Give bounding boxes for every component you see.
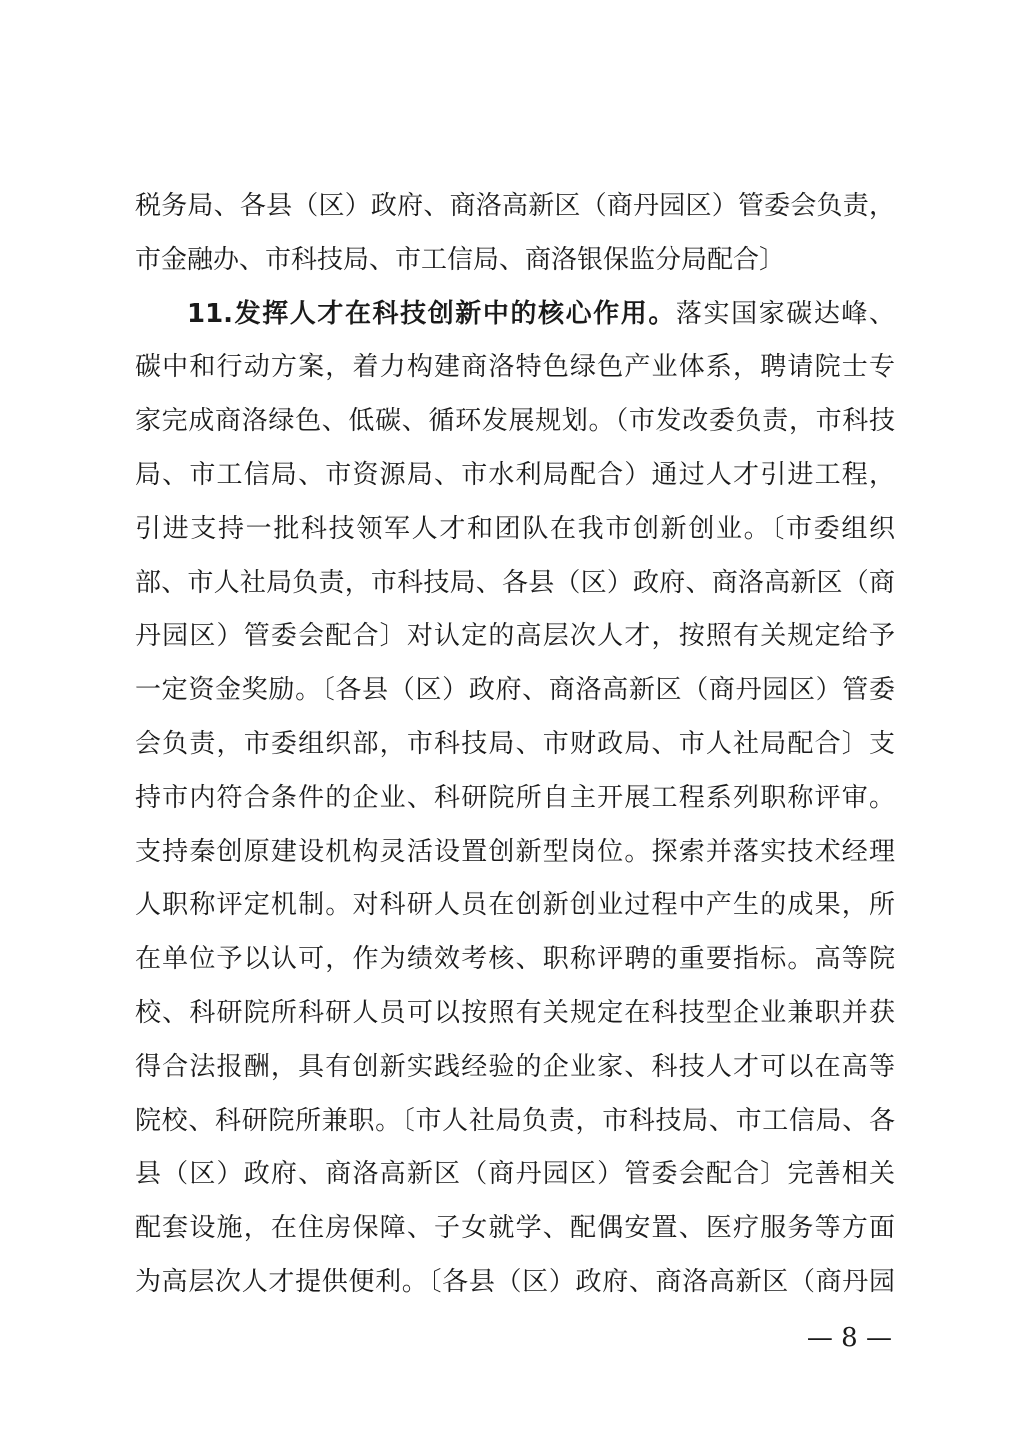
text-line: 局、市工信局、市资源局、市水利局配合）通过人才引进工程，: [135, 459, 895, 490]
text-line: 为高层次人才提供便利。〔各县（区）政府、商洛高新区（商丹园: [135, 1266, 895, 1297]
text-line: 引进支持一批科技领军人才和团队在我市创新创业。〔市委组织: [135, 513, 895, 544]
text-line: 校、科研院所科研人员可以按照有关规定在科技型企业兼职并获: [135, 997, 895, 1028]
text-line: 配套设施，在住房保障、子女就学、配偶安置、医疗服务等方面: [135, 1213, 895, 1244]
section-heading: 11.发挥人才在科技创新中的核心作用。: [187, 298, 676, 329]
text-line: 一定资金奖励。〔各县（区）政府、商洛高新区（商丹园区）管委: [135, 675, 895, 706]
text-line: 会负责，市委组织部，市科技局、市财政局、市人社局配合〕支: [135, 728, 895, 759]
text-line: 支持秦创原建设机构灵活设置创新型岗位。探索并落实技术经理: [135, 836, 895, 867]
text-line: 税务局、各县（区）政府、商洛高新区（商丹园区）管委会负责，: [135, 191, 895, 221]
text-line: 人职称评定机制。对科研人员在创新创业过程中产生的成果，所: [135, 890, 895, 921]
text-line: 持市内符合条件的企业、科研院所自主开展工程系列职称评审。: [135, 782, 895, 813]
text-line: 县（区）政府、商洛高新区（商丹园区）管委会配合〕完善相关: [135, 1159, 895, 1190]
body-text: [135, 180, 895, 1310]
text-line: 院校、科研院所兼职。〔市人社局负责，市科技局、市工信局、各: [135, 1105, 895, 1136]
text-line: 丹园区）管委会配合〕对认定的高层次人才，按照有关规定给予: [135, 621, 895, 652]
text-line: 得合法报酬，具有创新实践经验的企业家、科技人才可以在高等: [135, 1051, 895, 1082]
text-line-rest: 落实国家碳达峰、: [675, 298, 895, 329]
text-line: 在单位予以认可，作为绩效考核、职称评聘的重要指标。高等院: [135, 944, 895, 975]
text-line: [135, 288, 895, 342]
text-line: 部、市人社局负责，市科技局、各县（区）政府、商洛高新区（商: [135, 567, 895, 598]
text-line: 市金融办、市科技局、市工信局、商洛银保监分局配合〕: [135, 244, 786, 275]
page-number: — 8 —: [806, 1323, 892, 1353]
text-line: 家完成商洛绿色、低碳、循环发展规划。（市发改委负责，市科技: [135, 406, 895, 437]
text-line: 碳中和行动方案，着力构建商洛特色绿色产业体系，聘请院士专: [135, 352, 895, 383]
